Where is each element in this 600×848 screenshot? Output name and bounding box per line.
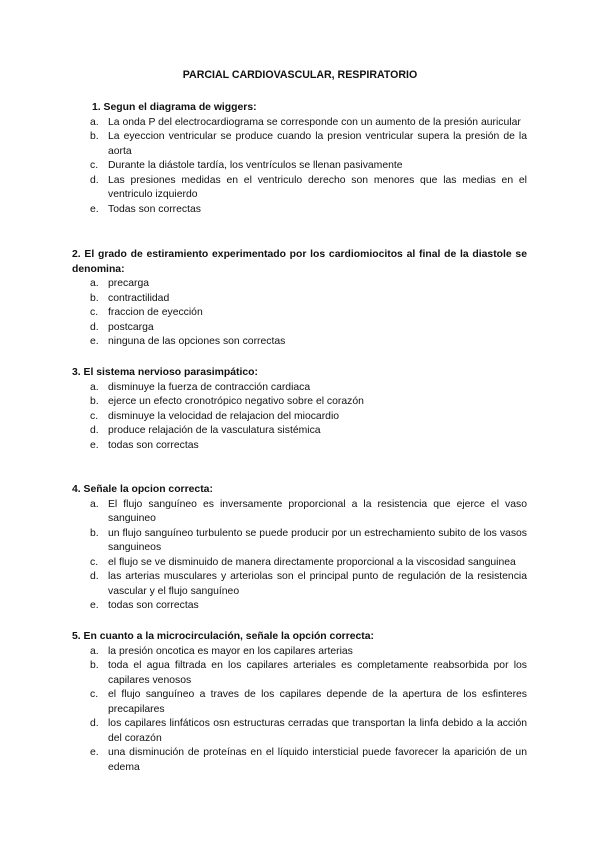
option-text: postcarga <box>108 321 154 333</box>
option-list <box>72 381 527 454</box>
option-letter: b. <box>90 660 99 671</box>
option-text: precarga <box>108 278 150 289</box>
option-letter: d. <box>90 571 99 582</box>
option-text: La eyeccion ventricular se produce cuando la presion ventricular supera la presión de la aorta <box>108 131 527 157</box>
question-heading: 3. El sistema nervioso parasimpático: <box>72 367 258 378</box>
answer-option <box>72 277 527 292</box>
option-list <box>72 277 527 350</box>
option-letter: d. <box>90 425 99 436</box>
answer-option <box>72 556 527 571</box>
question-heading: 5. En cuanto a la microcirculación, señale la opción correcta: <box>72 631 375 642</box>
answer-option <box>72 159 527 174</box>
question-3 <box>72 366 527 453</box>
question-1 <box>72 101 527 217</box>
answer-option <box>72 424 527 439</box>
option-letter: a. <box>90 116 99 128</box>
option-letter: e. <box>90 439 99 451</box>
option-text: las arterias musculares y arteriolas son el principal punto de regulación de la resistencia vascular y el flujo sanguíneo <box>108 571 527 597</box>
option-text: produce relajación de la vasculatura sistémica <box>108 425 321 436</box>
question-4 <box>72 483 527 614</box>
option-letter: d. <box>90 174 99 186</box>
answer-option <box>72 321 527 336</box>
option-letter: b. <box>90 396 99 407</box>
option-text: toda el agua filtrada en los capilares arteriales es completamente reabsorbida por los capilares venosos <box>108 660 527 686</box>
option-letter: c. <box>90 556 99 568</box>
option-letter: a. <box>90 278 99 289</box>
option-text: Todas son correctas <box>108 203 201 215</box>
option-text: ninguna de las opciones son correctas <box>108 336 286 347</box>
option-list <box>72 645 527 776</box>
answer-option <box>72 174 527 203</box>
option-text: disminuye la fuerza de contracción cardiaca <box>108 381 311 393</box>
option-text: una disminución de proteínas en el líquido intersticial puede favorecer la aparición de un edema <box>108 747 527 773</box>
answer-option <box>72 116 527 131</box>
question-heading: 1. Segun el diagrama de wiggers: <box>92 102 257 113</box>
answer-option <box>72 659 527 688</box>
option-text: Durante la diástole tardía, los ventrículos se llenan pasivamente <box>108 160 403 171</box>
option-letter: e. <box>90 336 99 347</box>
option-text: La onda P del electrocardiograma se corresponde con un aumento de la presión auricular <box>108 116 521 128</box>
option-list <box>72 116 527 218</box>
option-text: todas son correctas <box>108 439 199 451</box>
answer-option <box>72 439 527 454</box>
answer-option <box>72 292 527 307</box>
option-text: la presión oncotica es mayor en los capilares arterias <box>108 645 353 657</box>
answer-option <box>72 306 527 321</box>
exam-title: PARCIAL CARDIOVASCULAR, RESPIRATORIO <box>182 69 418 81</box>
option-letter: d. <box>90 718 99 729</box>
option-text: ejerce un efecto cronotrópico negativo sobre el corazón <box>108 396 364 407</box>
question-5 <box>72 630 527 775</box>
option-text: los capilares linfáticos osn estructuras cerradas que transportan la linfa debido a la acción del corazón <box>108 718 527 744</box>
answer-option <box>72 527 527 556</box>
option-text: todas son correctas <box>108 600 199 611</box>
answer-option <box>72 688 527 717</box>
answer-option <box>72 130 527 159</box>
option-text: el flujo se ve disminuido de manera directamente proporcional a la viscosidad sanguinea <box>108 556 516 568</box>
option-letter: e. <box>90 203 99 215</box>
option-letter: b. <box>90 292 99 304</box>
option-letter: b. <box>90 131 99 142</box>
option-letter: a. <box>90 645 99 657</box>
option-letter: a. <box>90 498 99 510</box>
answer-option <box>72 570 527 599</box>
answer-option <box>72 410 527 425</box>
option-text: Las presiones medidas en el ventriculo derecho son menores que las medias en el ventriculo izquierdo <box>108 174 527 200</box>
answer-option <box>72 395 527 410</box>
answer-option <box>72 645 527 660</box>
option-letter: d. <box>90 321 99 333</box>
option-letter: c. <box>90 689 99 700</box>
question-heading: 4. Señale la opcion correcta: <box>72 484 213 495</box>
option-letter: c. <box>90 307 99 318</box>
option-letter: a. <box>90 381 99 393</box>
option-letter: b. <box>90 527 99 539</box>
option-letter: e. <box>90 747 99 758</box>
option-text: fraccion de eyección <box>108 307 203 318</box>
answer-option <box>72 381 527 396</box>
answer-option <box>72 717 527 746</box>
answer-option <box>72 498 527 527</box>
option-text: el flujo sanguíneo a traves de los capilares depende de la apertura de los esfinteres precapilares <box>108 689 527 715</box>
question-2 <box>72 248 527 350</box>
option-letter: e. <box>90 600 99 611</box>
question-heading: 2. El grado de estiramiento experimentado por los cardiomiocitos al final de la diastole se denomina: <box>72 249 527 275</box>
answer-option <box>72 599 527 614</box>
answer-option <box>72 335 527 350</box>
answer-option <box>72 203 527 218</box>
option-letter: c. <box>90 160 99 171</box>
option-text: disminuye la velocidad de relajacion del miocardio <box>108 410 340 422</box>
option-text: El flujo sanguíneo es inversamente proporcional a la resistencia que ejerce el vaso sanguineo <box>108 498 527 524</box>
option-text: contractilidad <box>108 292 170 304</box>
option-letter: c. <box>90 410 99 422</box>
answer-option <box>72 746 527 775</box>
option-list <box>72 498 527 614</box>
option-text: un flujo sanguíneo turbulento se puede producir por un estrechamiento subito de los vasos sanguineos <box>108 527 527 553</box>
